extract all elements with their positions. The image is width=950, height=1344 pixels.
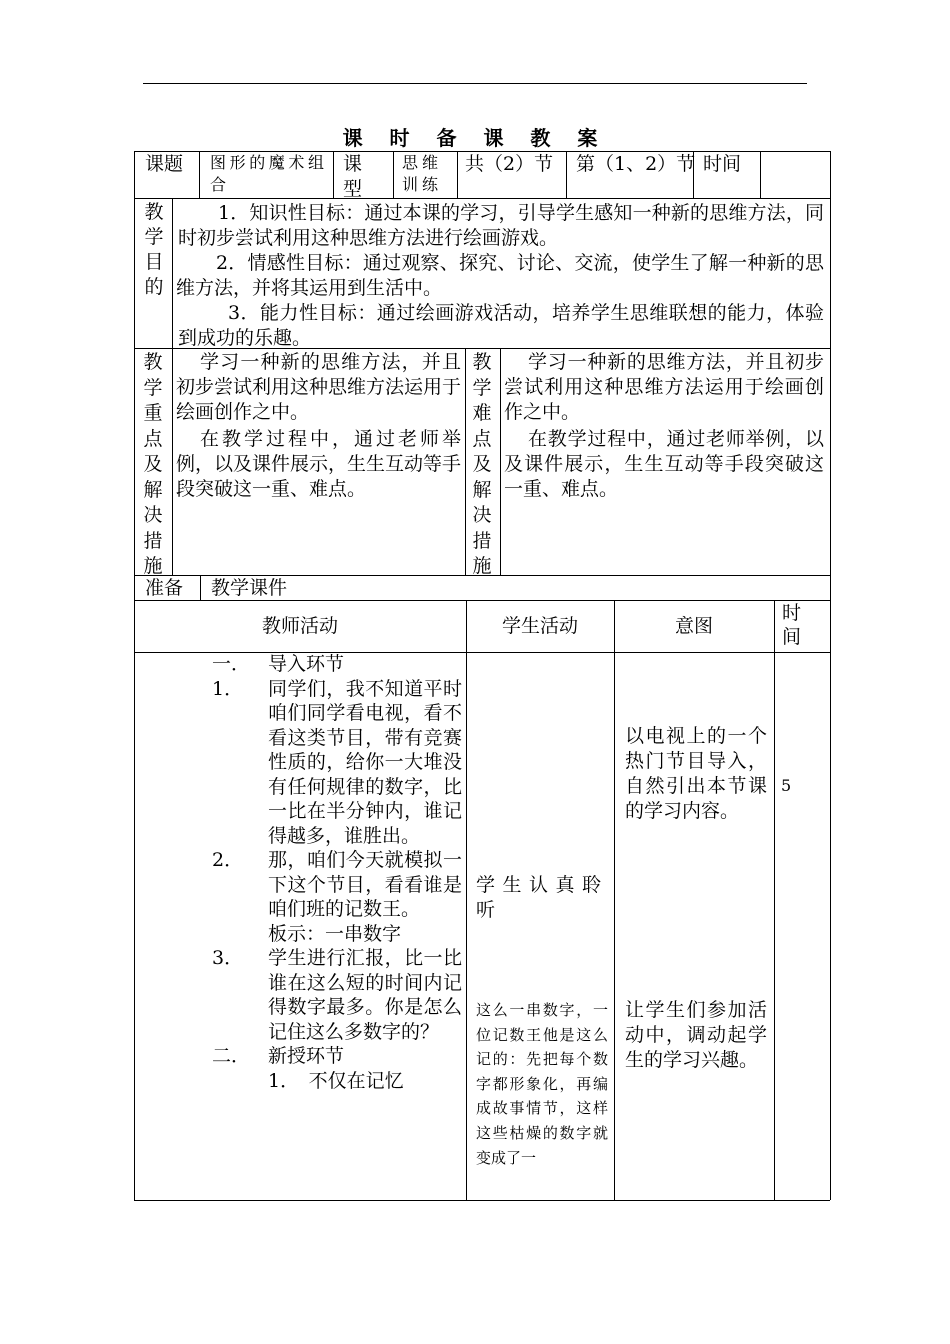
difficult-points-paragraph: 在教学过程中，通过老师举例，以及课件展示，生生互动等手段突破这一重、难点。 [504, 428, 824, 500]
session-number: 第（1、2）节 [576, 153, 696, 175]
time-label: 时间 [703, 153, 742, 175]
preparation-value: 教学课件 [211, 577, 288, 599]
type-label: 课型 [343, 153, 363, 200]
key-points-label: 教学重点及解决措施 [143, 351, 163, 577]
difficult-points-body [504, 350, 824, 502]
objective-item: 3．能力性目标：通过绘画游戏活动，培养学生思维联想的能力，体验到成功的乐趣。 [178, 302, 824, 349]
teacher-item: 1． 不仅在记忆 [268, 1069, 404, 1092]
key-points-paragraph: 在教学过程中，通过老师举例，以及课件展示，生生互动等手段突破这一重、难点。 [176, 428, 462, 500]
board-note: 板示：一串数字 [268, 922, 402, 945]
student-explain: 这么一串数字，一位记数王他是这么记的：先把每个数字都形象化，再编成故事情节，这样这些枯燥的数字就变成了一 [476, 1001, 608, 1167]
column-time: 时间 [782, 602, 802, 648]
topic-label: 课题 [145, 153, 184, 175]
teacher-item: 1． 同学们，我不知道平时咱们同学看电视，看不看这类节目，带有竞赛性质的，给你一大堆没有任何规律的数字，比一比在半分钟内，谁记得越多，谁胜出。 [212, 677, 462, 847]
header-rule [143, 83, 807, 84]
column-teacher: 教师活动 [261, 615, 338, 637]
section-heading: 一． 导入环节 [212, 653, 345, 675]
type-value: 思维训练 [402, 153, 443, 194]
key-points-body [176, 350, 461, 502]
intent-second: 让学生们参加活动中，调动起学生的学习兴趣。 [625, 999, 767, 1071]
teacher-item: 2． 那，咱们今天就模拟一下这个节目，看看谁是咱们班的记数王。 [212, 849, 462, 920]
student-listen: 学生认真聆听 [476, 874, 606, 921]
objectives-label: 教学目的 [144, 201, 164, 298]
objectives-body [178, 201, 824, 351]
objective-item: 2．情感性目标：通过观察、探究、讨论、交流，使学生了解一种新的思维方法，并将其运用到生活中。 [176, 252, 824, 299]
topic-value: 图形的魔术组合 [210, 153, 326, 194]
total-sessions: 共（2）节 [465, 153, 554, 175]
page-title: 课 时 备 课 教 案 [342, 126, 608, 150]
column-intent: 意图 [674, 615, 713, 637]
section-heading: 二． 新授环节 [212, 1045, 345, 1067]
difficult-points-paragraph: 学习一种新的思维方法，并且初步尝试利用这种思维方法运用于绘画创作之中。 [504, 351, 824, 423]
column-student: 学生活动 [501, 615, 578, 637]
key-points-paragraph: 学习一种新的思维方法，并且初步尝试利用这种思维方法运用于绘画创作之中。 [176, 351, 462, 423]
time-first: 5 [781, 776, 792, 795]
teacher-item: 3． 学生进行汇报，比一比谁在这么短的时间内记得数字最多。你是怎么记住这么多数字的？ [212, 947, 462, 1043]
difficult-points-label: 教学难点及解决措施 [472, 351, 492, 577]
intent-first: 以电视上的一个热门节目导入，自然引出本节课的学习内容。 [625, 725, 767, 822]
preparation-label: 准备 [145, 577, 184, 599]
teacher-activity [212, 652, 462, 1093]
objective-item: 1．知识性目标：通过本课的学习，引导学生感知一种新的思维方法，同时初步尝试利用这种思维方法进行绘画游戏。 [178, 202, 824, 249]
